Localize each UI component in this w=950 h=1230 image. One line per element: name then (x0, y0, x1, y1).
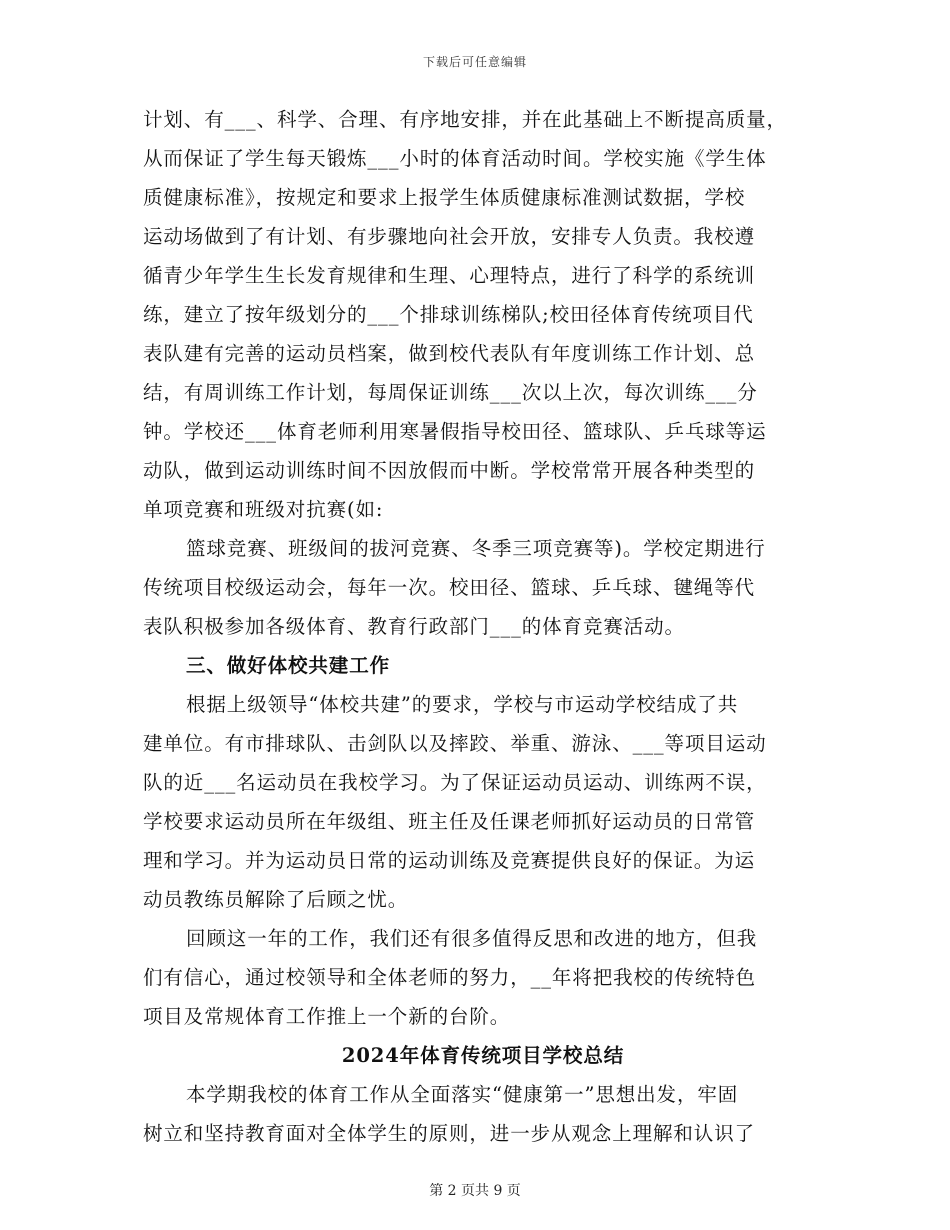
text-line: 计划、有___、科学、合理、有序地安排，并在此基础上不断提高质量， (143, 108, 787, 131)
page-header: 下载后可任意编辑 (422, 55, 527, 69)
text-line: 运动场做到了有计划、有步骤地向社会开放，安排专人负责。我校遵 (143, 225, 756, 248)
document-body (143, 100, 823, 1153)
text-line: 动队，做到运动训练时间不因放假而中断。学校常常开展各种类型的 (143, 459, 756, 482)
section-heading: 三、做好体校共建工作 (186, 654, 391, 677)
text-line: 单项竞赛和班级对抗赛(如: (143, 498, 384, 521)
text-line: 结，有周训练工作计划，每周保证训练___次以上次，每次训练___分 (143, 381, 758, 404)
text-line: 学校要求运动员所在年级组、班主任及任课老师抓好运动员的日常管 (143, 810, 756, 833)
text-line: 从而保证了学生每天锻炼___小时的体育活动时间。学校实施《学生体 (143, 147, 767, 170)
page-footer: 第 2 页共 9 页 (429, 1183, 521, 1199)
text-line: 钟。学校还___体育老师利用寒暑假指导校田径、篮球队、乒乓球等运 (143, 420, 767, 443)
text-line: 篮球竞赛、班级间的拔河竞赛、冬季三项竞赛等)。学校定期进行 (186, 537, 766, 560)
text-line: 质健康标准》，按规定和要求上报学生体质健康标准测试数据，学校 (143, 186, 746, 209)
text-line: 理和学习。并为运动员日常的运动训练及竞赛提供良好的保证。为运 (143, 849, 756, 872)
text-line: 传统项目校级运动会，每年一次。校田径、篮球、乒乓球、毽绳等代 (143, 576, 756, 599)
text-line: 循青少年学生生长发育规律和生理、心理特点，进行了科学的系统训 (143, 264, 756, 287)
text-line: 项目及常规体育工作推上一个新的台阶。 (143, 1005, 511, 1028)
text-line: 队的近___名运动员在我校学习。为了保证运动员运动、训练两不误， (143, 771, 767, 794)
text-line: 表队建有完善的运动员档案，做到校代表队有年度训练工作计划、总 (143, 342, 756, 365)
text-line: 回顾这一年的工作，我们还有很多值得反思和改进的地方，但我 (186, 927, 758, 950)
text-line: 练，建立了按年级划分的___个排球训练梯队;校田径体育传统项目代 (143, 303, 754, 326)
text-line: 表队积极参加各级体育、教育行政部门___的体育竞赛活动。 (143, 615, 685, 638)
text-line: 建单位。有市排球队、击剑队以及摔跤、举重、游泳、___等项目运动 (143, 732, 767, 755)
text-line: 根据上级领导“体校共建”的要求，学校与市运动学校结成了共 (186, 693, 739, 716)
text-line: 动员教练员解除了后顾之忧。 (143, 888, 409, 911)
text-line: 们有信心，通过校领导和全体老师的努力，__年将把我校的传统特色 (143, 966, 756, 989)
document-title: 2024年体育传统项目学校总结 (341, 1044, 625, 1067)
text-line: 本学期我校的体育工作从全面落实“健康第一”思想出发，牢固 (186, 1083, 739, 1106)
text-line: 树立和坚持教育面对全体学生的原则，进一步从观念上理解和认识了 (143, 1122, 756, 1145)
